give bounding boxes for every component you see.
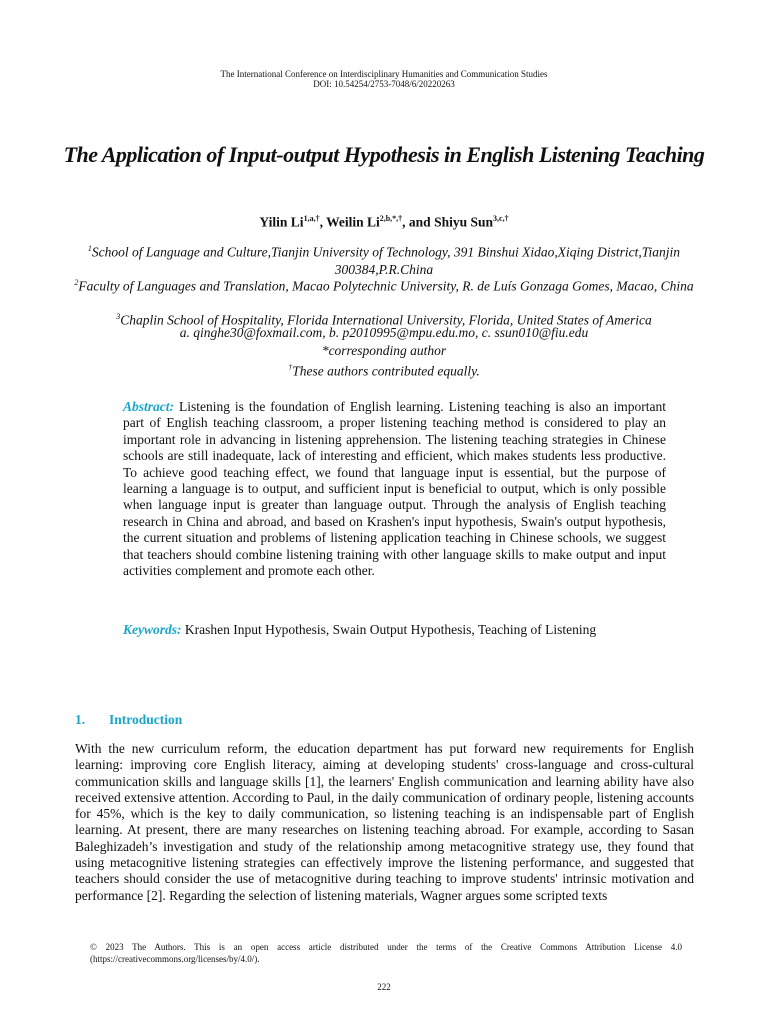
dagger-superscript: † xyxy=(288,363,293,372)
affiliation-text: Chaplin School of Hospitality, Florida International University, Florida, United States of America xyxy=(120,312,652,328)
paper-title: The Application of Input-output Hypothesis in English Listening Teaching xyxy=(63,142,705,167)
author-superscript: 1,a,† xyxy=(303,214,320,223)
page-number: 222 xyxy=(377,982,391,992)
corresponding-author-note: *corresponding author xyxy=(321,343,447,358)
affiliation-superscript: 3 xyxy=(116,312,121,321)
author-separator: , and xyxy=(402,214,435,230)
author-name: Yilin Li xyxy=(259,214,304,230)
abstract xyxy=(123,399,666,579)
affiliation-2 xyxy=(70,274,698,295)
author-name: Shiyu Sun xyxy=(434,214,494,230)
conference-header: The International Conference on Interdisciplinary Humanities and Communication Studies xyxy=(220,69,548,79)
author-list xyxy=(0,211,768,231)
affiliation-text: School of Language and Culture,Tianjin University of Technology, 391 Binshui Xidao,Xiqing District,Tianjin 300384,P.R.China xyxy=(91,244,681,277)
equal-contribution-note xyxy=(70,359,698,380)
keywords-label: Keywords: xyxy=(123,622,182,637)
license-footer: © 2023 The Authors. This is an open access article distributed under the terms of the Creative Commons Attribution License 4.0 (https://creativecommons.org/licenses/by/4.0/). xyxy=(90,942,682,964)
affiliation-superscript: 2 xyxy=(74,278,79,287)
abstract-label: Abstract: xyxy=(123,399,175,414)
section-number: 1. xyxy=(75,712,86,727)
equal-contribution-text: These authors contributed equally. xyxy=(292,363,480,379)
section-heading xyxy=(75,712,182,728)
affiliation-text: Faculty of Languages and Translation, Macao Polytechnic University, R. de Luís Gonzaga Gomes, Macao, China xyxy=(78,278,694,294)
author-emails: a. qinghe30@foxmail.com, b. p2010995@mpu.edu.mo, c. ssun010@fiu.edu xyxy=(179,325,589,340)
abstract-text: Listening is the foundation of English learning. Listening teaching is also an important part of English teaching classroom, a proper listening teaching method is considered to play an important role in advancing in listening apprehension. The listening teaching strategies in Chinese schools are still inadequate, lack of interesting and efficient, which makes students less productive. To achieve good teaching effect, we found that language input is essential, but the purpose of learning a language is to output, and sufficient input is beneficial to output, which is only possible when language input is greater than language output. Through the analysis of English teaching research in China and abroad, and based on Krashen's input hypothesis, Swain's output hypothesis, the current situation and problems of listening application teaching in Chinese schools, we suggest that teachers should combine listening training with other language skills to make output and input activities complement and promote each other. xyxy=(123,399,666,579)
affiliation-1 xyxy=(70,240,698,278)
keywords xyxy=(123,622,683,638)
author-superscript: 3,c,† xyxy=(493,214,509,223)
introduction-paragraph: With the new curriculum reform, the education department has put forward new requirements for English learning: improving core English literacy, aiming at developing students' cross-language and cross-cultural communication skills and language skills [1], the learners' English communication and learning ability have also received extensive attention. According to Paul, in the daily communication of ordinary people, listening accounts for 45%, which is the key to daily communication, so listening teaching is an indispensable part of English learning. At present, there are many researches on listening teaching abroad. For example, according to Sasan Baleghizadeh’s investigation and study of the relationship among metacognitive strategy use, they found that using metacognitive listening strategies can effectively improve the listening performance, and suggested that teachers should consider the use of metacognitive during teaching to improve students' intrinsic motivation and performance [2]. Regarding the selection of listening materials, Wagner argues some scripted texts xyxy=(75,741,694,903)
author-separator: , xyxy=(319,214,327,230)
author-superscript: 2,b,*,† xyxy=(379,214,403,223)
keywords-text: Krashen Input Hypothesis, Swain Output Hypothesis, Teaching of Listening xyxy=(184,622,597,637)
author-name: Weilin Li xyxy=(326,214,380,230)
affiliation-superscript: 1 xyxy=(87,244,92,253)
doi-header: DOI: 10.54254/2753-7048/6/20220263 xyxy=(313,79,455,89)
section-title: Introduction xyxy=(109,712,183,727)
